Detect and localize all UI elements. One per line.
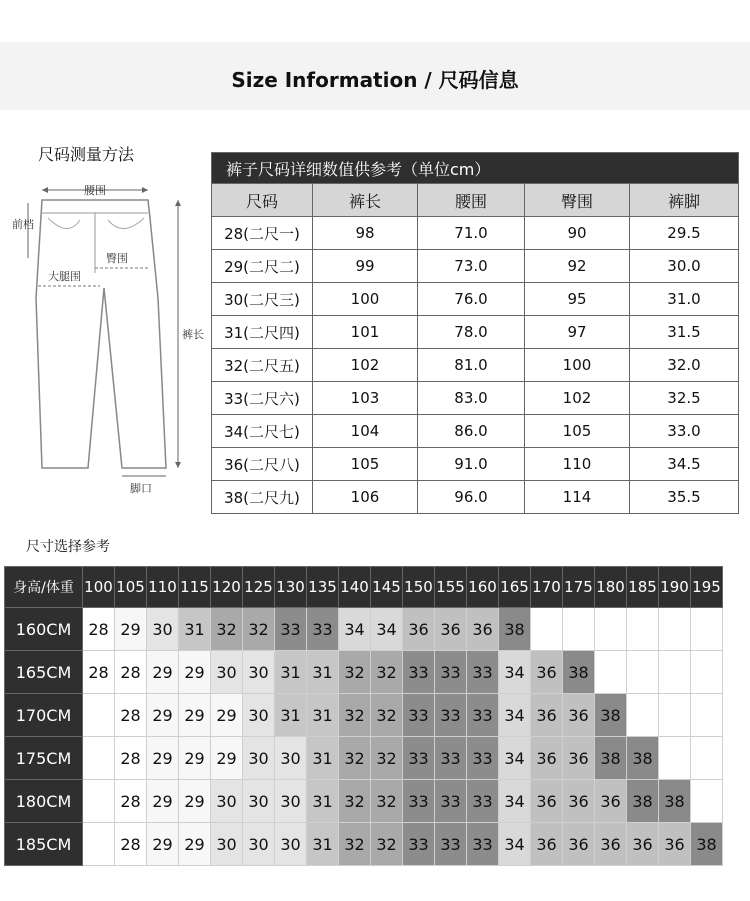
weight-header: 120	[211, 567, 243, 608]
size-reference-cell: 32	[243, 608, 275, 651]
size-reference-cell: 33	[467, 780, 499, 823]
size-reference-cell: 36	[403, 608, 435, 651]
size-reference-cell: 29	[179, 651, 211, 694]
size-reference-cell	[627, 651, 659, 694]
size-reference-cell: 33	[403, 694, 435, 737]
weight-header: 140	[339, 567, 371, 608]
size-cell: 95	[525, 283, 630, 316]
size-cell: 35.5	[630, 481, 739, 514]
size-reference-cell: 28	[115, 737, 147, 780]
size-reference-cell: 36	[563, 823, 595, 866]
size-cell: 96.0	[418, 481, 525, 514]
size-reference-cell	[659, 608, 691, 651]
reference-header-row	[5, 567, 723, 608]
weight-header: 105	[115, 567, 147, 608]
size-cell: 33(二尺六)	[212, 382, 313, 415]
weight-header: 175	[563, 567, 595, 608]
size-cell: 100	[313, 283, 418, 316]
size-cell: 34.5	[630, 448, 739, 481]
size-row	[212, 217, 739, 250]
size-cell: 81.0	[418, 349, 525, 382]
size-reference-cell	[691, 608, 723, 651]
size-reference-cell: 36	[659, 823, 691, 866]
size-reference-cell: 33	[435, 737, 467, 780]
size-reference-cell: 36	[531, 780, 563, 823]
size-reference-cell: 30	[275, 737, 307, 780]
size-row	[212, 283, 739, 316]
size-cell: 97	[525, 316, 630, 349]
size-reference-cell: 38	[659, 780, 691, 823]
size-reference-cell: 33	[467, 737, 499, 780]
size-reference-cell	[83, 694, 115, 737]
size-reference-cell	[691, 737, 723, 780]
size-reference-cell: 28	[115, 780, 147, 823]
height-label: 180CM	[5, 780, 83, 823]
size-cell: 36(二尺八)	[212, 448, 313, 481]
weight-header: 150	[403, 567, 435, 608]
size-reference-cell: 32	[339, 780, 371, 823]
size-cell: 32(二尺五)	[212, 349, 313, 382]
size-reference-cell: 33	[403, 823, 435, 866]
size-reference-cell: 36	[531, 823, 563, 866]
size-table-caption: 裤子尺码详细数值供参考（单位cm）	[212, 153, 739, 184]
reference-row	[5, 694, 723, 737]
size-reference-cell	[659, 651, 691, 694]
size-cell: 29(二尺二)	[212, 250, 313, 283]
size-reference-cell: 29	[179, 823, 211, 866]
size-cell: 32.5	[630, 382, 739, 415]
page-title: Size Information / 尺码信息	[231, 68, 519, 92]
size-row	[212, 415, 739, 448]
reference-row	[5, 651, 723, 694]
size-cell: 34(二尺七)	[212, 415, 313, 448]
size-reference-cell: 29	[179, 780, 211, 823]
weight-header: 135	[307, 567, 339, 608]
size-reference-table	[4, 566, 723, 866]
size-reference-cell: 29	[179, 694, 211, 737]
weight-header: 195	[691, 567, 723, 608]
size-reference-cell: 36	[595, 780, 627, 823]
size-reference-cell: 28	[83, 608, 115, 651]
height-label: 160CM	[5, 608, 83, 651]
size-cell: 91.0	[418, 448, 525, 481]
size-cell: 100	[525, 349, 630, 382]
weight-header: 190	[659, 567, 691, 608]
size-reference-cell: 32	[371, 737, 403, 780]
size-reference-cell: 28	[115, 694, 147, 737]
size-cell: 102	[313, 349, 418, 382]
size-cell: 31(二尺四)	[212, 316, 313, 349]
size-cell: 38(二尺九)	[212, 481, 313, 514]
height-label: 170CM	[5, 694, 83, 737]
size-reference-cell: 38	[595, 737, 627, 780]
size-reference-cell: 36	[563, 737, 595, 780]
size-reference-cell: 31	[307, 823, 339, 866]
size-reference-cell: 38	[627, 780, 659, 823]
size-cell: 99	[313, 250, 418, 283]
size-reference-cell: 29	[147, 823, 179, 866]
size-cell: 73.0	[418, 250, 525, 283]
size-reference-cell: 29	[147, 694, 179, 737]
size-reference-cell: 36	[531, 737, 563, 780]
size-reference-cell: 32	[339, 737, 371, 780]
size-reference-cell: 29	[147, 737, 179, 780]
size-cell: 30.0	[630, 250, 739, 283]
height-label: 165CM	[5, 651, 83, 694]
size-reference-cell: 31	[179, 608, 211, 651]
size-cell: 31.0	[630, 283, 739, 316]
size-reference-cell: 30	[211, 780, 243, 823]
weight-header: 185	[627, 567, 659, 608]
size-cell: 78.0	[418, 316, 525, 349]
size-reference-cell: 34	[499, 737, 531, 780]
size-reference-cell	[659, 737, 691, 780]
size-reference-cell: 30	[243, 823, 275, 866]
size-cell: 98	[313, 217, 418, 250]
col-size: 尺码	[212, 184, 313, 217]
size-reference-cell: 36	[435, 608, 467, 651]
size-reference-cell: 33	[307, 608, 339, 651]
size-reference-cell: 30	[243, 651, 275, 694]
weight-header: 110	[147, 567, 179, 608]
size-cell: 29.5	[630, 217, 739, 250]
size-cell: 92	[525, 250, 630, 283]
size-reference-cell	[595, 608, 627, 651]
size-reference-cell	[691, 694, 723, 737]
size-reference-cell	[531, 608, 563, 651]
size-reference-cell: 30	[211, 651, 243, 694]
weight-header: 155	[435, 567, 467, 608]
weight-header: 145	[371, 567, 403, 608]
size-cell: 102	[525, 382, 630, 415]
size-cell: 76.0	[418, 283, 525, 316]
size-reference-cell: 38	[499, 608, 531, 651]
size-reference-cell: 33	[435, 651, 467, 694]
measure-title: 尺码测量方法	[38, 145, 135, 164]
size-cell: 90	[525, 217, 630, 250]
size-cell: 101	[313, 316, 418, 349]
size-reference-cell: 33	[403, 737, 435, 780]
size-reference-cell: 36	[531, 651, 563, 694]
size-reference-cell: 32	[211, 608, 243, 651]
size-row	[212, 448, 739, 481]
size-reference-cell: 36	[531, 694, 563, 737]
height-label: 185CM	[5, 823, 83, 866]
size-cell: 104	[313, 415, 418, 448]
waist-label: 腰围	[84, 184, 106, 197]
size-row	[212, 250, 739, 283]
weight-header: 115	[179, 567, 211, 608]
size-table-header	[212, 184, 739, 217]
reference-row	[5, 823, 723, 866]
size-reference-cell: 36	[467, 608, 499, 651]
size-reference-cell: 33	[403, 780, 435, 823]
size-reference-cell	[83, 823, 115, 866]
size-reference-cell: 38	[627, 737, 659, 780]
size-reference-cell: 29	[211, 694, 243, 737]
size-reference-cell: 38	[691, 823, 723, 866]
size-row	[212, 481, 739, 514]
size-reference-cell: 32	[371, 651, 403, 694]
reference-title: 尺寸选择参考	[26, 539, 110, 555]
size-reference-cell: 33	[435, 780, 467, 823]
size-row	[212, 316, 739, 349]
size-reference-cell: 31	[275, 694, 307, 737]
size-reference-cell: 30	[147, 608, 179, 651]
size-cell: 83.0	[418, 382, 525, 415]
header-banner	[0, 42, 750, 110]
size-reference-cell	[627, 694, 659, 737]
size-cell: 33.0	[630, 415, 739, 448]
size-reference-cell: 33	[435, 694, 467, 737]
size-reference-cell: 30	[275, 780, 307, 823]
size-reference-cell: 34	[499, 651, 531, 694]
size-cell: 28(二尺一)	[212, 217, 313, 250]
size-reference-cell: 34	[499, 694, 531, 737]
rise-label: 前档	[12, 218, 34, 231]
size-reference-cell	[563, 608, 595, 651]
size-reference-cell: 30	[211, 823, 243, 866]
reference-row	[5, 780, 723, 823]
size-reference-cell: 33	[467, 823, 499, 866]
size-cell: 105	[313, 448, 418, 481]
weight-header: 100	[83, 567, 115, 608]
size-reference-cell: 28	[115, 651, 147, 694]
size-cell: 105	[525, 415, 630, 448]
size-reference-cell: 28	[115, 823, 147, 866]
size-reference-cell: 34	[499, 823, 531, 866]
size-cell: 110	[525, 448, 630, 481]
col-hem: 裤脚	[630, 184, 739, 217]
size-reference-cell: 32	[339, 694, 371, 737]
size-reference-cell: 36	[563, 780, 595, 823]
size-reference-cell: 33	[467, 651, 499, 694]
size-detail-table	[211, 152, 739, 514]
hem-label: 脚口	[130, 482, 152, 495]
weight-header: 170	[531, 567, 563, 608]
hip-label: 臀围	[106, 252, 128, 265]
size-cell: 114	[525, 481, 630, 514]
size-reference-cell: 36	[563, 694, 595, 737]
weight-header: 130	[275, 567, 307, 608]
height-label: 175CM	[5, 737, 83, 780]
size-reference-cell: 31	[307, 651, 339, 694]
size-cell: 30(二尺三)	[212, 283, 313, 316]
size-reference-cell: 31	[275, 651, 307, 694]
size-row	[212, 349, 739, 382]
weight-header: 125	[243, 567, 275, 608]
size-reference-cell: 29	[179, 737, 211, 780]
pants-measurement-diagram	[8, 178, 204, 498]
size-reference-cell	[627, 608, 659, 651]
thigh-label: 大腿围	[48, 270, 81, 283]
size-reference-cell: 32	[339, 651, 371, 694]
size-reference-cell: 32	[371, 780, 403, 823]
size-reference-cell: 38	[595, 694, 627, 737]
size-reference-cell: 33	[275, 608, 307, 651]
size-reference-cell: 34	[499, 780, 531, 823]
reference-row	[5, 608, 723, 651]
size-reference-cell: 31	[307, 780, 339, 823]
size-reference-cell: 30	[243, 737, 275, 780]
size-reference-cell	[83, 780, 115, 823]
weight-header: 160	[467, 567, 499, 608]
size-reference-cell: 30	[243, 694, 275, 737]
reference-row	[5, 737, 723, 780]
size-reference-cell	[659, 694, 691, 737]
col-waist: 腰围	[418, 184, 525, 217]
size-cell: 106	[313, 481, 418, 514]
size-reference-cell	[595, 651, 627, 694]
size-cell: 86.0	[418, 415, 525, 448]
col-length: 裤长	[313, 184, 418, 217]
col-hip: 臀围	[525, 184, 630, 217]
size-reference-cell: 33	[403, 651, 435, 694]
size-reference-cell: 29	[147, 651, 179, 694]
size-reference-cell: 36	[627, 823, 659, 866]
size-reference-cell: 34	[371, 608, 403, 651]
size-reference-cell: 33	[467, 694, 499, 737]
size-reference-cell: 38	[563, 651, 595, 694]
size-cell: 32.0	[630, 349, 739, 382]
size-row	[212, 382, 739, 415]
weight-header: 165	[499, 567, 531, 608]
size-reference-cell: 32	[371, 694, 403, 737]
size-reference-cell: 31	[307, 737, 339, 780]
size-reference-cell: 30	[243, 780, 275, 823]
size-reference-cell: 33	[435, 823, 467, 866]
reference-corner: 身高/体重	[5, 567, 83, 608]
size-reference-cell	[691, 651, 723, 694]
size-reference-cell: 32	[339, 823, 371, 866]
size-reference-cell	[691, 780, 723, 823]
size-cell: 31.5	[630, 316, 739, 349]
size-cell: 103	[313, 382, 418, 415]
size-reference-cell: 29	[211, 737, 243, 780]
size-reference-cell: 31	[307, 694, 339, 737]
size-reference-cell: 29	[147, 780, 179, 823]
weight-header: 180	[595, 567, 627, 608]
size-reference-cell: 28	[83, 651, 115, 694]
size-reference-cell: 29	[115, 608, 147, 651]
size-reference-cell: 34	[339, 608, 371, 651]
length-label: 裤长	[182, 328, 204, 341]
size-reference-cell: 30	[275, 823, 307, 866]
size-cell: 71.0	[418, 217, 525, 250]
size-reference-cell: 32	[371, 823, 403, 866]
size-reference-cell: 36	[595, 823, 627, 866]
size-reference-cell	[83, 737, 115, 780]
